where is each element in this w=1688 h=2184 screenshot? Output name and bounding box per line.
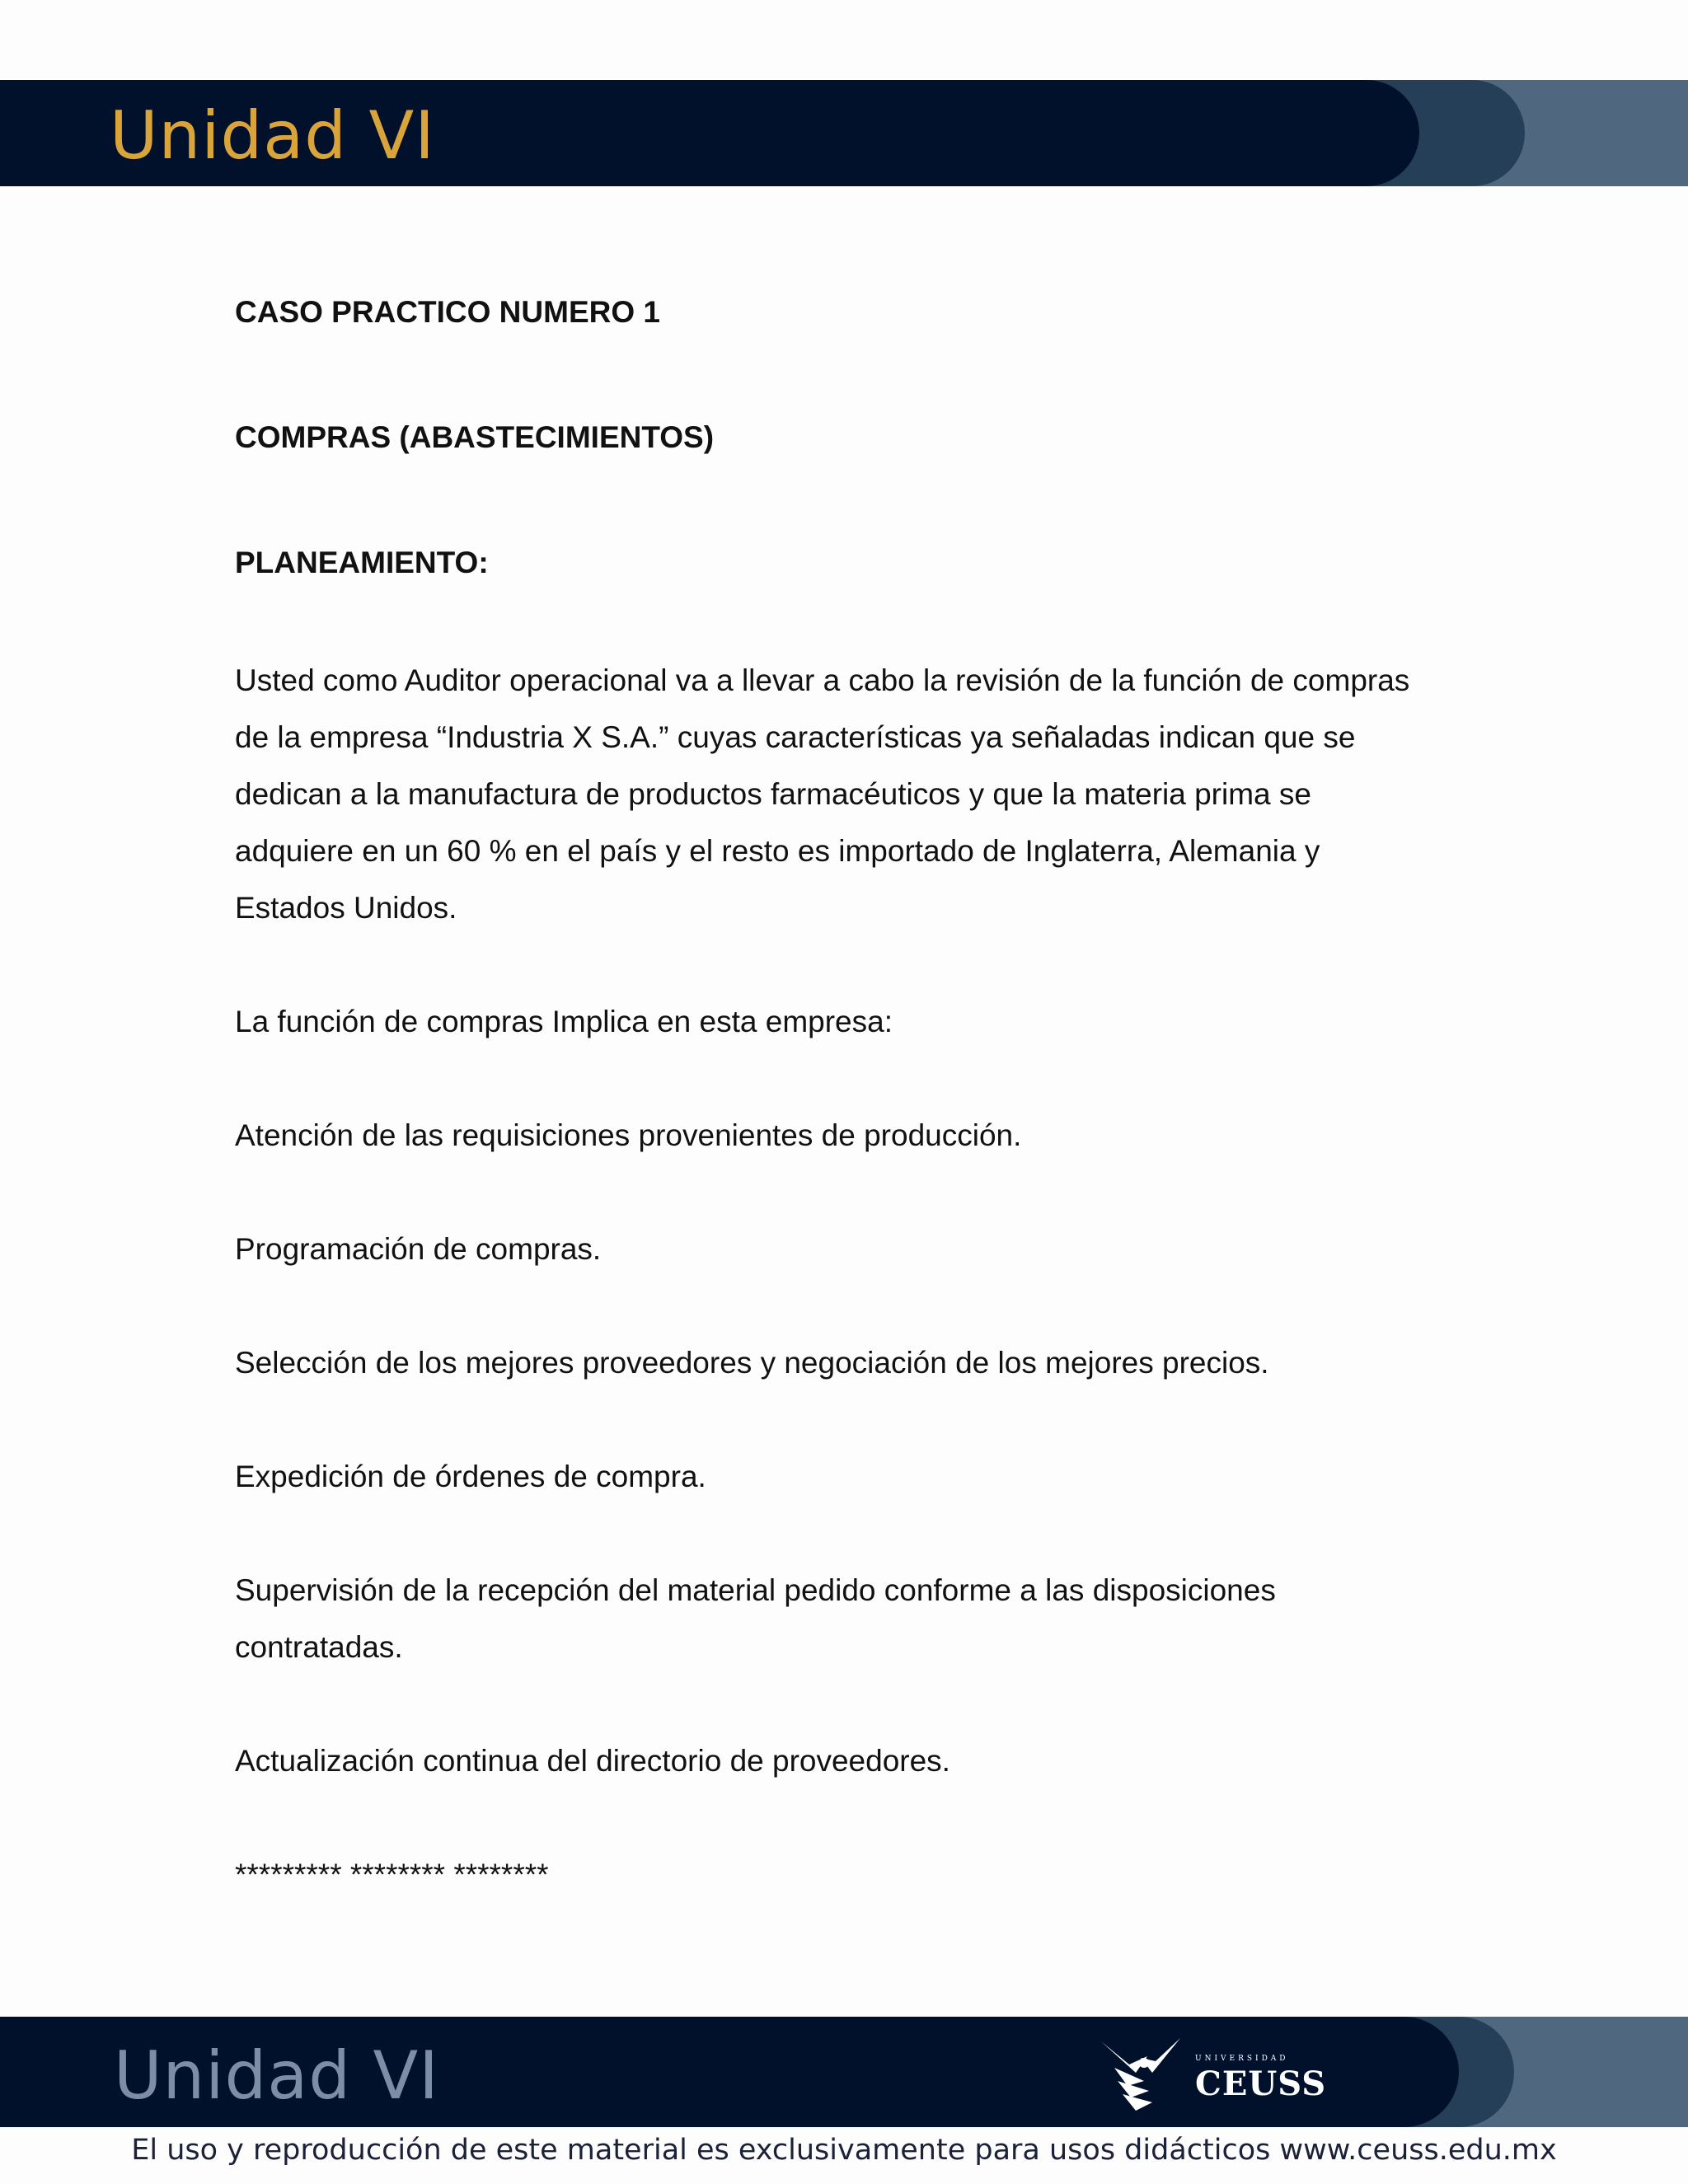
eagle-icon: [1098, 2032, 1189, 2114]
header-banner: [0, 80, 1688, 186]
intro-paragraph: Usted como Auditor operacional va a llevar a cabo la revisión de la función de compras de la empresa “Industria X S.A.” cuyas características ya señaladas indican que se dedican a la manufactura de productos farmacéuticos y que la materia prima se adquiere en un 60 % en el país y el resto es importado de Inglaterra, Alemania y Estados Unidos.: [235, 663, 1410, 925]
list-item: Actualización continua del directorio de proveedores.: [235, 1744, 950, 1778]
separator-stars: ********* ******** ********: [235, 1858, 549, 1891]
footer-banner: [0, 2017, 1688, 2127]
footer-notice: El uso y reproducción de este material es exclusivamente para usos didácticos www.ceuss.edu.mx: [131, 2134, 1557, 2167]
case-title: CASO PRACTICO NUMERO 1: [235, 295, 660, 329]
list-item: Expedición de órdenes de compra.: [235, 1460, 706, 1493]
list-item: Selección de los mejores proveedores y negociación de los mejores precios.: [235, 1346, 1269, 1380]
logo-wordmark: CEUSS: [1195, 2064, 1327, 2103]
list-item: Supervisión de la recepción del material pedido conforme a las disposiciones contratadas.: [235, 1573, 1276, 1664]
list-intro: La función de compras Implica en esta empresa:: [235, 1005, 893, 1038]
header-title: Unidad VI: [110, 97, 435, 174]
list-item: Programación de compras.: [235, 1232, 602, 1266]
document-body: [235, 290, 1422, 1960]
ceuss-logo: [1098, 2032, 1329, 2114]
section-title: COMPRAS (ABASTECIMIENTOS): [235, 420, 715, 454]
logo-subtitle: UNIVERSIDAD: [1195, 2055, 1289, 2063]
subsection-title: PLANEAMIENTO:: [235, 546, 489, 579]
list-item: Atención de las requisiciones provenientes de producción.: [235, 1118, 1022, 1152]
footer-banner-title: Unidad VI: [114, 2037, 439, 2114]
